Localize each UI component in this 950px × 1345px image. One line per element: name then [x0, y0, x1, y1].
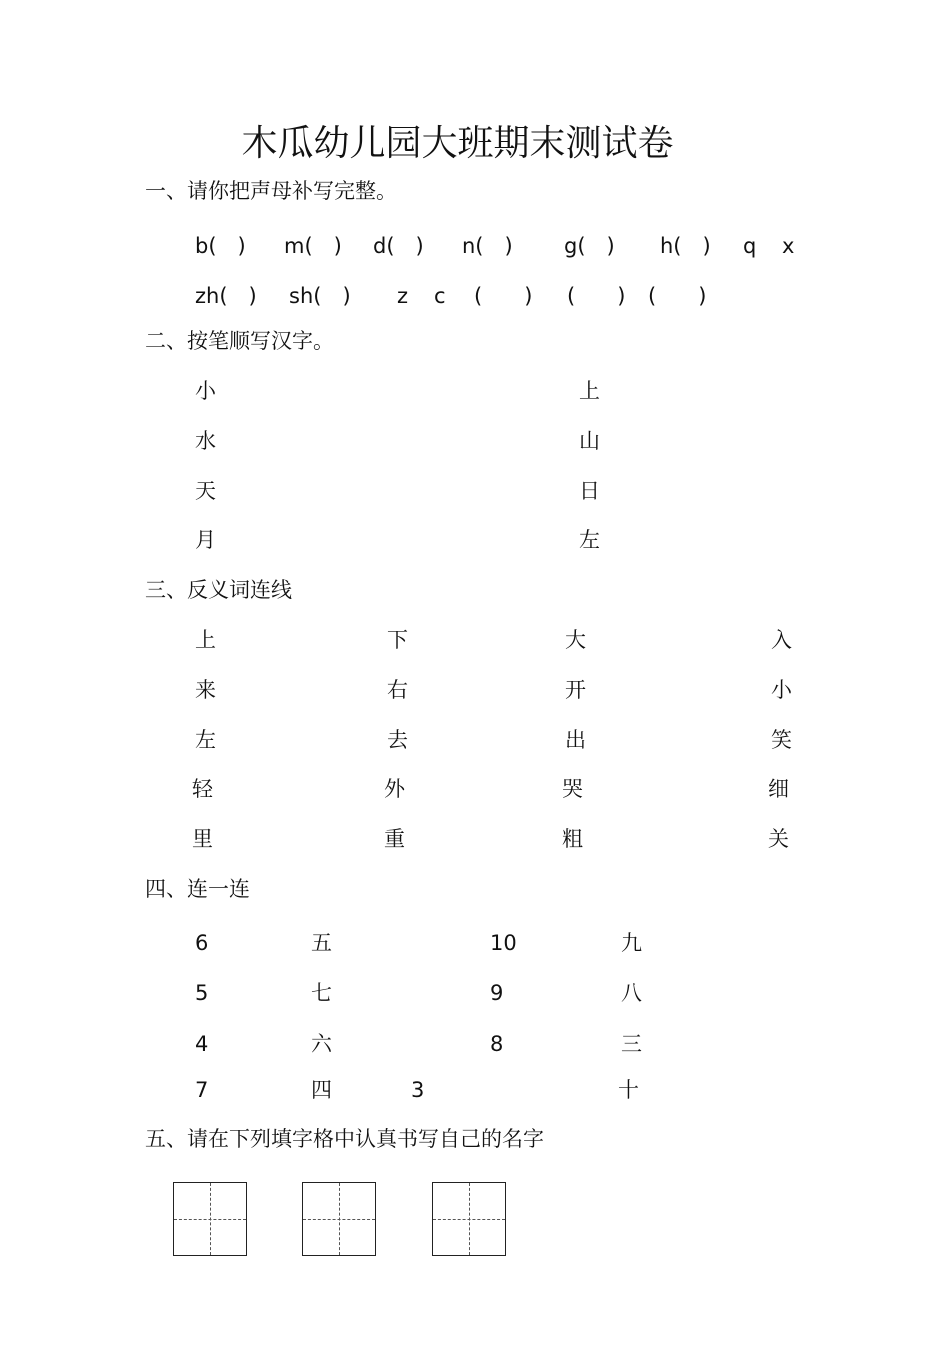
stroke-char: 水: [195, 429, 216, 453]
stroke-char: 左: [579, 528, 600, 552]
pinyin-item: z: [397, 284, 409, 308]
antonym-word: 细: [768, 777, 789, 801]
pinyin-item: b( ): [195, 234, 246, 258]
match-item: 10: [490, 931, 517, 955]
antonym-word: 里: [192, 827, 213, 851]
pinyin-item: zh( ): [195, 284, 257, 308]
antonym-word: 下: [387, 628, 408, 652]
stroke-char: 小: [195, 379, 216, 403]
stroke-char: 天: [195, 479, 216, 503]
match-item: 七: [311, 981, 332, 1005]
name-writing-box[interactable]: [173, 1182, 247, 1256]
pinyin-item: m( ): [284, 234, 342, 258]
antonym-word: 笑: [771, 728, 792, 752]
pinyin-item: h( ): [660, 234, 711, 258]
match-item: 三: [621, 1032, 642, 1056]
stroke-char: 山: [579, 429, 600, 453]
section-4-heading: 四、连一连: [145, 877, 250, 901]
antonym-word: 哭: [562, 777, 583, 801]
pinyin-item: n( ): [462, 234, 513, 258]
pinyin-item: c: [434, 284, 446, 308]
antonym-word: 小: [771, 678, 792, 702]
antonym-word: 出: [565, 728, 586, 752]
pinyin-item: d( ): [373, 234, 424, 258]
antonym-word: 外: [384, 777, 405, 801]
antonym-word: 去: [387, 728, 408, 752]
antonym-word: 来: [195, 678, 216, 702]
pinyin-item: x: [782, 234, 795, 258]
section-3-heading: 三、反义词连线: [145, 578, 292, 602]
pinyin-item: g( ): [564, 234, 615, 258]
stroke-char: 上: [579, 379, 600, 403]
section-1-heading: 一、请你把声母补写完整。: [145, 179, 397, 203]
antonym-word: 上: [195, 628, 216, 652]
section-5-heading: 五、请在下列填字格中认真书写自己的名字: [145, 1127, 544, 1151]
name-writing-box[interactable]: [302, 1182, 376, 1256]
antonym-word: 大: [565, 628, 586, 652]
match-item: 6: [195, 931, 209, 955]
page-title: 木瓜幼儿园大班期末测试卷: [241, 123, 674, 164]
stroke-char: 日: [579, 479, 600, 503]
antonym-word: 右: [387, 678, 408, 702]
section-2-heading: 二、按笔顺写汉字。: [145, 329, 334, 353]
match-item: 五: [311, 931, 332, 955]
pinyin-item: ( ): [567, 284, 626, 308]
pinyin-item: ( ): [648, 284, 707, 308]
pinyin-item: sh( ): [289, 284, 351, 308]
match-item: 八: [621, 981, 642, 1005]
match-item: 8: [490, 1032, 504, 1056]
match-item: 十: [618, 1078, 639, 1102]
antonym-word: 开: [565, 678, 586, 702]
antonym-word: 轻: [192, 777, 213, 801]
match-item: 5: [195, 981, 209, 1005]
antonym-word: 入: [771, 628, 792, 652]
name-writing-box[interactable]: [432, 1182, 506, 1256]
antonym-word: 左: [195, 728, 216, 752]
match-item: 7: [195, 1078, 209, 1102]
antonym-word: 重: [384, 827, 405, 851]
match-item: 九: [621, 931, 642, 955]
antonym-word: 关: [768, 827, 789, 851]
stroke-char: 月: [195, 528, 216, 552]
match-item: 3: [411, 1078, 425, 1102]
pinyin-item: ( ): [474, 284, 533, 308]
match-item: 9: [490, 981, 504, 1005]
match-item: 4: [195, 1032, 209, 1056]
match-item: 六: [311, 1032, 332, 1056]
pinyin-item: q: [743, 234, 757, 258]
match-item: 四: [311, 1078, 332, 1102]
antonym-word: 粗: [562, 827, 583, 851]
